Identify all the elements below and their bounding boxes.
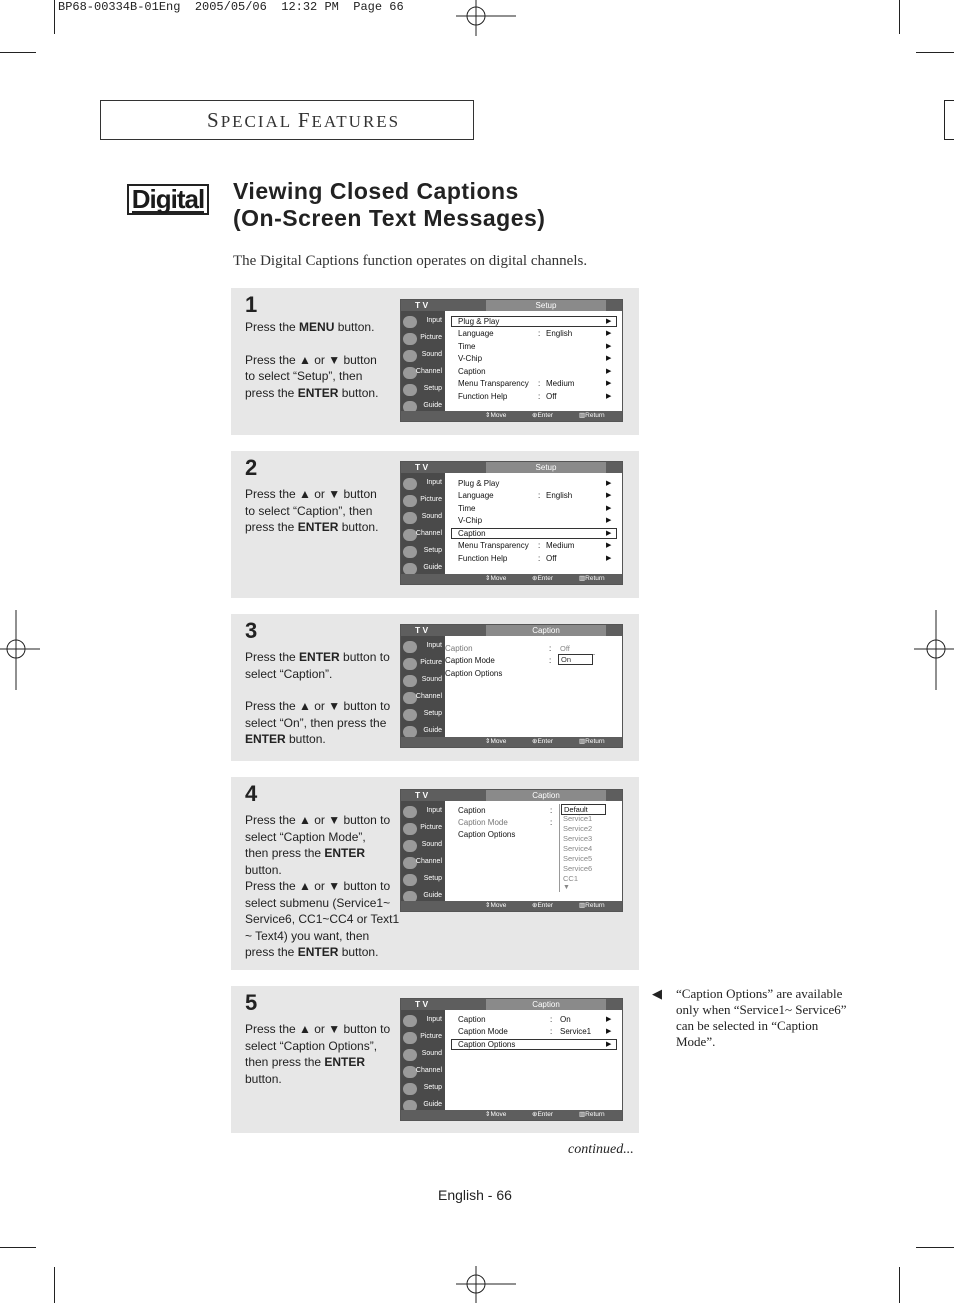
chevron-right-icon: ▶ [606,393,612,400]
osd-row [458,490,573,502]
osd-side-setup [401,1081,445,1097]
scroll-down-icon: ▼ [563,884,570,891]
osd-menu-title: Setup [486,300,606,311]
osd-row-label: Time [458,504,476,513]
osd-row [458,1026,592,1038]
osd-help-return: Return [585,575,605,582]
osd-help-bar: ⇕ Move ⊕ Enter ▥ Return [401,1110,622,1120]
osd-side-setup [401,872,445,888]
osd-side-label: Setup [423,1084,442,1091]
osd-side-label: Guide [423,1101,442,1108]
osd-row-colon: : [550,818,553,827]
input-icon [403,641,417,653]
input-icon [403,316,417,328]
text: select “Caption Options”, [245,1038,378,1053]
section-title-word: EATURES [311,112,401,131]
osd-side-label: Sound [421,1050,442,1057]
osd-row-colon: : [538,554,541,563]
text: to select “Setup”, then [245,369,363,383]
button-name: ENTER [324,846,366,860]
step-instructions [245,1021,390,1087]
osd-side-channel [401,1064,445,1080]
osd-row [458,366,486,378]
osd-side-label: Channel [415,1067,442,1074]
osd-help-move: Move [490,412,507,419]
osd-help-return: Return [585,412,605,419]
osd-sidebar [401,473,445,574]
tv-menu-screen [400,461,623,585]
osd-row-value: English [546,491,573,500]
setup-icon [403,1083,417,1095]
digital-badge [127,184,209,215]
step-3 [231,614,639,761]
osd-help-enter: Enter [537,1111,553,1118]
setup-icon [403,709,417,721]
page-title [233,178,545,232]
text: Press the ▲ or ▼ button to [245,699,391,713]
osd-help-enter: Enter [537,902,553,909]
text: button. [245,862,282,877]
osd-row-value: Off [546,554,557,563]
osd-tv-label: T V [415,790,429,800]
osd-row [458,378,575,390]
osd-row [458,503,475,515]
osd-side-channel [401,690,445,706]
osd-side-input [401,476,445,492]
chevron-right-icon: ▶ [606,480,612,487]
crop-mark [54,0,55,34]
osd-row-value: Medium [546,379,575,388]
option-service6: Service6 [563,864,593,873]
text: Press the ▲ or ▼ button [245,487,377,501]
text: Press the ▲ or ▼ button [245,352,377,367]
osd-side-picture [401,821,445,837]
osd-row-colon: : [550,806,553,815]
channel-icon [403,529,417,541]
caption-option-list [558,644,596,664]
osd-row-colon: : [538,491,541,500]
osd-row [458,553,557,565]
osd-help-return: Return [585,1111,605,1118]
osd-side-picture [401,331,445,347]
chevron-right-icon: ▶ [606,530,612,537]
section-title-word: PECIAL [220,112,292,131]
osd-side-label: Input [426,479,442,486]
osd-row-label: Menu Transparency [458,379,529,388]
step-instructions [245,812,399,961]
osd-side-label: Guide [423,892,442,899]
osd-sidebar [401,801,445,901]
osd-row [458,528,486,540]
osd-side-label: Guide [423,402,442,409]
registration-mark-top [456,0,516,36]
osd-side-label: Sound [421,676,442,683]
option-service4: Service4 [563,844,593,853]
osd-row [458,540,575,552]
osd-side-channel [401,365,445,381]
osd-side-input [401,314,445,330]
osd-side-sound [401,1047,445,1063]
osd-side-setup [401,544,445,560]
button-name: ENTER [297,385,339,400]
osd-side-setup [401,382,445,398]
osd-help-bar: ⇕ Move ⊕ Enter ▥ Return [401,901,622,911]
sound-icon [403,840,417,852]
osd-tv-label: T V [415,625,429,635]
osd-row-label: Plug & Play [458,479,500,488]
osd-side-label: Setup [423,710,442,717]
osd-row-colon: : [538,392,541,401]
text: button. [338,385,379,400]
picture-icon [403,658,417,670]
sound-icon [403,1049,417,1061]
setup-icon [403,384,417,396]
osd-row-label: Function Help [458,392,508,401]
osd-row-colon: : [550,1015,553,1024]
option-default: Default [561,804,606,815]
osd-side-sound [401,838,445,854]
caption-mode-list [559,804,608,892]
option-service1: Service1 [563,814,593,823]
registration-mark-right [914,610,954,690]
crop-mark [899,1267,900,1303]
osd-row-label: Time [458,342,476,351]
osd-row [458,829,515,841]
section-title-initial: S [207,108,221,132]
section-title-initial: F [297,108,312,132]
channel-icon [403,1066,417,1078]
option-service2: Service2 [563,824,593,833]
registration-mark-left [0,610,40,690]
osd-row-label: Caption Options [445,669,503,678]
osd-side-label: Picture [420,334,442,341]
crop-mark [916,1247,954,1248]
button-name: ENTER [299,650,340,664]
osd-tv-label: T V [415,300,429,310]
text: select “Caption”. [245,666,333,681]
osd-row [458,353,482,365]
continued-label: continued... [568,1142,634,1157]
osd-help-enter: Enter [537,412,553,419]
osd-row [445,655,495,667]
crop-mark [916,52,954,53]
button-name: ENTER [324,1055,366,1069]
step-5 [231,986,639,1133]
osd-menu-title: Caption [486,999,606,1010]
osd-row-label: Caption Mode [458,818,508,827]
text: button. [245,1071,282,1086]
osd-side-label: Channel [415,530,442,537]
text: select “Caption Mode”, [245,829,366,844]
tv-menu-screen [400,624,623,748]
osd-side-picture [401,1030,445,1046]
button-name: MENU [299,320,335,334]
osd-help-bar: ⇕ Move ⊕ Enter ▥ Return [401,737,622,747]
text: button. [285,732,326,746]
osd-menu-title: Caption [486,790,606,801]
osd-side-sound [401,348,445,364]
osd-row-label: Menu Transparency [458,541,529,550]
crop-mark [0,1247,36,1248]
osd-side-label: Input [426,1016,442,1023]
text: then press the [245,846,325,860]
osd-row-value: Off [546,392,557,401]
osd-row-label: Caption [458,806,486,815]
step-1 [231,288,639,435]
step-number: 2 [245,455,258,480]
text: Press the ▲ or ▼ button to [245,879,391,893]
input-icon [403,806,417,818]
step-number: 4 [245,781,258,806]
text: press the [245,520,298,534]
text: Press the [245,320,300,334]
text: button. [338,945,379,959]
osd-row-label: V-Chip [458,354,483,363]
osd-side-label: Picture [420,496,442,503]
osd-menu-title: Caption [486,625,606,636]
osd-row-label: Caption Options [458,830,516,839]
picture-icon [403,823,417,835]
chevron-right-icon: ▶ [606,380,612,387]
chevron-right-icon: ▶ [606,343,612,350]
osd-side-label: Channel [415,693,442,700]
osd-row-label: Caption Mode [445,656,495,665]
osd-side-label: Guide [423,564,442,571]
side-note-text: “Caption Options” are available only when “Service1~ Service6” can be selected in “Caption Mode”. [676,986,847,1049]
osd-row-label: Plug & Play [458,317,500,326]
osd-side-label: Picture [420,659,442,666]
crop-mark [54,1267,55,1303]
osd-row-label: Caption Options [458,1040,516,1049]
osd-row-colon: : [538,541,541,550]
osd-side-label: Sound [421,513,442,520]
osd-row-label: Language [458,491,494,500]
osd-row-label: Function Help [458,554,508,563]
page-title-line: (On-Screen Text Messages) [233,205,546,231]
osd-help-enter: Enter [537,575,553,582]
osd-tv-label: T V [415,462,429,472]
chevron-right-icon: ▶ [606,318,612,325]
channel-icon [403,367,417,379]
osd-side-input [401,639,445,655]
osd-row-colon: : [550,1027,553,1036]
channel-icon [403,857,417,869]
registration-mark-bottom [456,1266,516,1303]
section-title [207,108,400,133]
osd-help-move: Move [490,902,507,909]
chevron-right-icon: ▶ [606,355,612,362]
step-number: 1 [245,292,258,317]
osd-help-move: Move [490,575,507,582]
osd-side-label: Channel [415,858,442,865]
osd-side-label: Setup [423,547,442,554]
bleed-mark [944,100,954,140]
option-off: Off [560,644,595,655]
crop-mark [0,52,36,53]
osd-side-channel [401,527,445,543]
sound-icon [403,350,417,362]
osd-tv-label: T V [415,999,429,1009]
text: select “On”, then press the [245,715,387,730]
osd-help-bar: ⇕ Move ⊕ Enter ▥ Return [401,574,622,584]
osd-sidebar [401,311,445,411]
osd-side-label: Guide [423,727,442,734]
print-header: BP68-00334B-01Eng 2005/05/06 12:32 PM Page 66 [58,0,404,14]
button-name: ENTER [245,732,286,746]
chevron-right-icon: ▶ [606,555,612,562]
osd-row [458,391,557,403]
setup-icon [403,874,417,886]
chevron-right-icon: ▶ [606,330,612,337]
osd-help-bar: ⇕ Move ⊕ Enter ▥ Return [401,411,622,421]
osd-row-label: Caption Mode [458,1027,508,1036]
picture-icon [403,333,417,345]
picture-icon [403,495,417,507]
chevron-right-icon: ▶ [606,505,612,512]
osd-side-input [401,804,445,820]
page-subtitle: The Digital Captions function operates on digital channels. [233,253,588,269]
osd-row-value: Medium [546,541,575,550]
osd-row-value: English [546,329,573,338]
osd-side-label: Input [426,807,442,814]
text: button to [339,650,390,664]
step-instructions [245,649,390,748]
input-icon [403,1015,417,1027]
chevron-right-icon: ▶ [606,368,612,375]
option-service5: Service5 [563,854,593,863]
step-number: 5 [245,990,258,1015]
osd-row [458,341,475,353]
osd-row [445,643,473,655]
text: ~ Text4) you want, then [245,928,370,943]
button-name: ENTER [297,945,339,959]
chevron-right-icon: ▶ [606,492,612,499]
text: to select “Caption”, then [245,503,373,518]
osd-row-label: Caption [458,1015,486,1024]
tv-menu-screen [400,789,623,912]
osd-side-setup [401,707,445,723]
chevron-right-icon: ▶ [606,1041,612,1048]
chevron-right-icon: ▶ [606,542,612,549]
osd-side-label: Sound [421,841,442,848]
text: press the [245,385,298,400]
osd-help-enter: Enter [537,738,553,745]
osd-help-move: Move [490,1111,507,1118]
tv-menu-screen [400,299,623,422]
osd-side-label: Sound [421,351,442,358]
chevron-right-icon: ▶ [606,1016,612,1023]
digital-badge-label: Digital [131,184,205,214]
osd-row [458,1014,571,1026]
picture-icon [403,1032,417,1044]
osd-row-label: V-Chip [458,516,483,525]
osd-help-return: Return [585,902,605,909]
osd-help-return: Return [585,738,605,745]
osd-side-label: Channel [415,368,442,375]
osd-row [458,805,486,817]
osd-side-label: Input [426,642,442,649]
osd-side-input [401,1013,445,1029]
crop-mark [899,0,900,34]
osd-row-colon: : [549,644,552,653]
setup-icon [403,546,417,558]
text: press the [245,945,298,959]
osd-row [458,478,499,490]
step-2 [231,451,639,598]
osd-sidebar [401,636,445,737]
osd-row-value: On [560,1015,571,1024]
sound-icon [403,675,417,687]
text: Service6, CC1~CC4 or Text1 [245,912,400,926]
step-instructions [245,319,378,401]
osd-row-colon: : [538,329,541,338]
osd-side-picture [401,493,445,509]
osd-row-label: Language [458,329,494,338]
channel-icon [403,692,417,704]
text: button. [338,520,379,534]
osd-side-channel [401,855,445,871]
osd-row [458,817,508,829]
osd-side-label: Setup [423,385,442,392]
button-name: ENTER [297,520,339,534]
osd-row-label: Caption [445,644,473,653]
text: button. [334,320,375,334]
text: select submenu (Service1~ [245,895,391,910]
option-cc1: CC1 [563,874,579,883]
osd-side-sound [401,673,445,689]
osd-row-value: Service1 [560,1027,592,1036]
input-icon [403,478,417,490]
osd-row [445,668,502,680]
text: Press the ▲ or ▼ button to [245,1022,391,1036]
page-title-line: Viewing Closed Captions [233,178,519,204]
osd-row [458,1039,515,1051]
option-on: On [558,654,593,665]
option-service3: Service3 [563,834,593,843]
osd-row-label: Caption [458,367,486,376]
osd-row [458,328,573,340]
osd-menu-title: Setup [486,462,606,473]
osd-row [458,515,482,527]
osd-sidebar [401,1010,445,1110]
text: then press the [245,1055,325,1069]
step-number: 3 [245,618,258,643]
sound-icon [403,512,417,524]
chevron-right-icon: ▶ [606,1028,612,1035]
tv-menu-screen [400,998,623,1121]
osd-row-colon: : [538,379,541,388]
osd-side-label: Picture [420,1033,442,1040]
osd-side-label: Input [426,317,442,324]
osd-side-sound [401,510,445,526]
chevron-right-icon: ▶ [606,517,612,524]
page-number: English - 66 [438,1187,512,1203]
osd-help-move: Move [490,738,507,745]
osd-row-label: Caption [458,529,486,538]
osd-row-colon: : [549,656,552,665]
step-instructions [245,486,378,536]
text: Press the ▲ or ▼ button to [245,813,391,827]
step-4 [231,777,639,970]
osd-side-label: Picture [420,824,442,831]
osd-side-label: Setup [423,875,442,882]
osd-row [458,316,499,328]
pointer-left-icon: ◀ [652,986,662,1001]
text: Press the [245,650,300,664]
osd-side-picture [401,656,445,672]
